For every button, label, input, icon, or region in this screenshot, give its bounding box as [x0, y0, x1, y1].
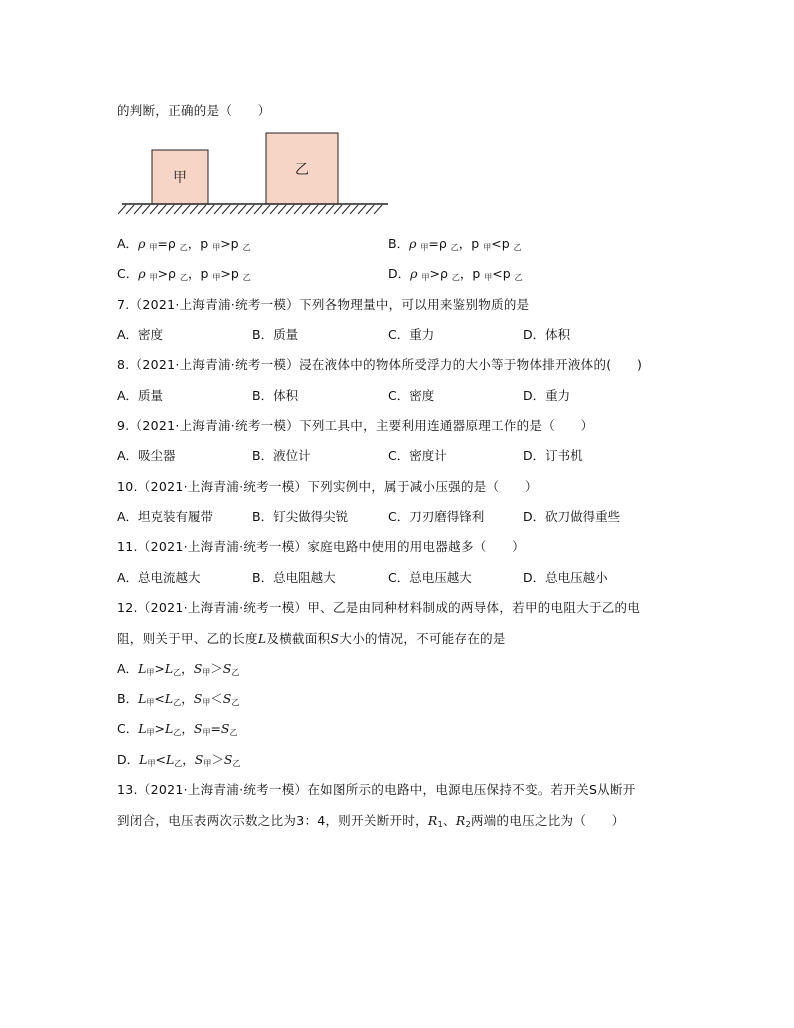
- q6-option-c[interactable]: C．ρ $_甲$>ρ $_乙$，p $_甲$>p $_乙$: [117, 266, 251, 282]
- hatch-stroke: [182, 205, 190, 214]
- hatch-stroke: [350, 205, 358, 214]
- hatch-stroke: [254, 205, 262, 214]
- q6-option-d[interactable]: D．ρ $_甲$>ρ $_乙$，p $_甲$<p $_乙$: [388, 266, 523, 282]
- q8-stem: 8.（2021·上海青浦·统考一模）浸在液体中的物体所受浮力的大小等于物体排开液体的( ): [117, 357, 643, 372]
- q8-option-b[interactable]: B．体积: [252, 388, 299, 403]
- hatch-stroke: [366, 205, 374, 214]
- q9-option-c[interactable]: C．密度计: [388, 448, 447, 463]
- q7-stem: 7.（2021·上海青浦·统考一模）下列各物理量中，可以用来鉴别物质的是: [117, 297, 530, 312]
- hatch-stroke: [294, 205, 302, 214]
- hatch-stroke: [286, 205, 294, 214]
- q11-stem: 11.（2021·上海青浦·统考一模）家庭电路中使用的用电器越多（ ）: [117, 539, 525, 554]
- hatch-stroke: [374, 205, 382, 214]
- q10-option-b[interactable]: B．钉尖做得尖锐: [252, 509, 349, 524]
- q10-option-c[interactable]: C．刀刃磨得锋利: [388, 509, 485, 524]
- hatch-stroke: [270, 205, 278, 214]
- q6-option-a[interactable]: A．ρ $_甲$=ρ $_乙$，p $_甲$>p $_乙$: [117, 236, 251, 252]
- hatch-stroke: [238, 205, 246, 214]
- q7-option-b[interactable]: B．质量: [252, 327, 299, 342]
- q13-stem-line1: 13.（2021·上海青浦·统考一模）在如图所示的电路中，电源电压保持不变。若开关S从断开: [117, 782, 636, 797]
- hatch-stroke: [278, 205, 286, 214]
- hatch-stroke: [318, 205, 326, 214]
- q12-option-d[interactable]: D．$L_甲<L_乙$，$S_甲>S_乙$: [117, 752, 241, 768]
- q9-option-a[interactable]: A．吸尘器: [117, 448, 176, 463]
- hatch-stroke: [246, 205, 254, 214]
- hatch-stroke: [166, 205, 174, 214]
- ground-hatching: [118, 205, 382, 214]
- q12-stem-line2: 阻，则关于甲、乙的长度L及横截面积S大小的情况，不可能存在的是: [117, 631, 506, 646]
- hatch-stroke: [158, 205, 166, 214]
- q9-stem: 9.（2021·上海青浦·统考一模）下列工具中，主要利用连通器原理工作的是（ ）: [117, 418, 594, 433]
- hatch-stroke: [302, 205, 310, 214]
- hatch-stroke: [174, 205, 182, 214]
- block-b-label: 乙: [295, 162, 309, 178]
- q9-option-d[interactable]: D．订书机: [523, 448, 583, 463]
- q12-option-b[interactable]: B．$L_甲<L_乙$，$S_甲<S_乙$: [117, 691, 240, 707]
- q13-stem-line2: 到闭合，电压表两次示数之比为3：4，则开关断开时，$R_1$、$R_2$两端的电压之比为（ ）: [117, 813, 625, 829]
- q7-option-d[interactable]: D．体积: [523, 327, 571, 342]
- hatch-stroke: [358, 205, 366, 214]
- q10-option-a[interactable]: A．坦克装有履带: [117, 509, 214, 524]
- q8-option-d[interactable]: D．重力: [523, 388, 571, 403]
- hatch-stroke: [230, 205, 238, 214]
- q7-option-a[interactable]: A．密度: [117, 327, 164, 342]
- q11-option-d[interactable]: D．总电压越小: [523, 570, 608, 585]
- q7-option-c[interactable]: C．重力: [388, 327, 435, 342]
- q11-option-b[interactable]: B．总电阻越大: [252, 570, 336, 585]
- q10-stem: 10.（2021·上海青浦·统考一模）下列实例中，属于减小压强的是（ ）: [117, 479, 538, 494]
- q12-option-c[interactable]: C．$L_甲>L_乙$，$S_甲=S_乙$: [117, 721, 238, 737]
- hatch-stroke: [334, 205, 342, 214]
- hatch-stroke: [222, 205, 230, 214]
- q9-option-b[interactable]: B．液位计: [252, 448, 311, 463]
- q11-option-a[interactable]: A．总电流越大: [117, 570, 201, 585]
- hatch-stroke: [198, 205, 206, 214]
- q10-option-d[interactable]: D．砍刀做得重些: [523, 509, 621, 524]
- q6-option-b[interactable]: B．ρ $_甲$=ρ $_乙$，p $_甲$<p $_乙$: [388, 236, 522, 252]
- hatch-stroke: [134, 205, 142, 214]
- hatch-stroke: [206, 205, 214, 214]
- hatch-stroke: [126, 205, 134, 214]
- hatch-stroke: [142, 205, 150, 214]
- q6-stem-tail: 的判断，正确的是（ ）: [117, 103, 271, 118]
- hatch-stroke: [190, 205, 198, 214]
- hatch-stroke: [326, 205, 334, 214]
- q12-stem-line1: 12.（2021·上海青浦·统考一模）甲、乙是由同种材料制成的两导体，若甲的电阻大于乙的电: [117, 600, 641, 615]
- q8-option-c[interactable]: C．密度: [388, 388, 435, 403]
- q12-option-a[interactable]: A．$L_甲>L_乙$，$S_甲>S_乙$: [117, 661, 240, 677]
- hatch-stroke: [342, 205, 350, 214]
- hatch-stroke: [118, 205, 126, 214]
- block-a-label: 甲: [173, 170, 187, 186]
- blocks-figure: [118, 130, 393, 216]
- hatch-stroke: [214, 205, 222, 214]
- q8-option-a[interactable]: A．质量: [117, 388, 164, 403]
- hatch-stroke: [150, 205, 158, 214]
- hatch-stroke: [262, 205, 270, 214]
- q11-option-c[interactable]: C．总电压越大: [388, 570, 472, 585]
- hatch-stroke: [310, 205, 318, 214]
